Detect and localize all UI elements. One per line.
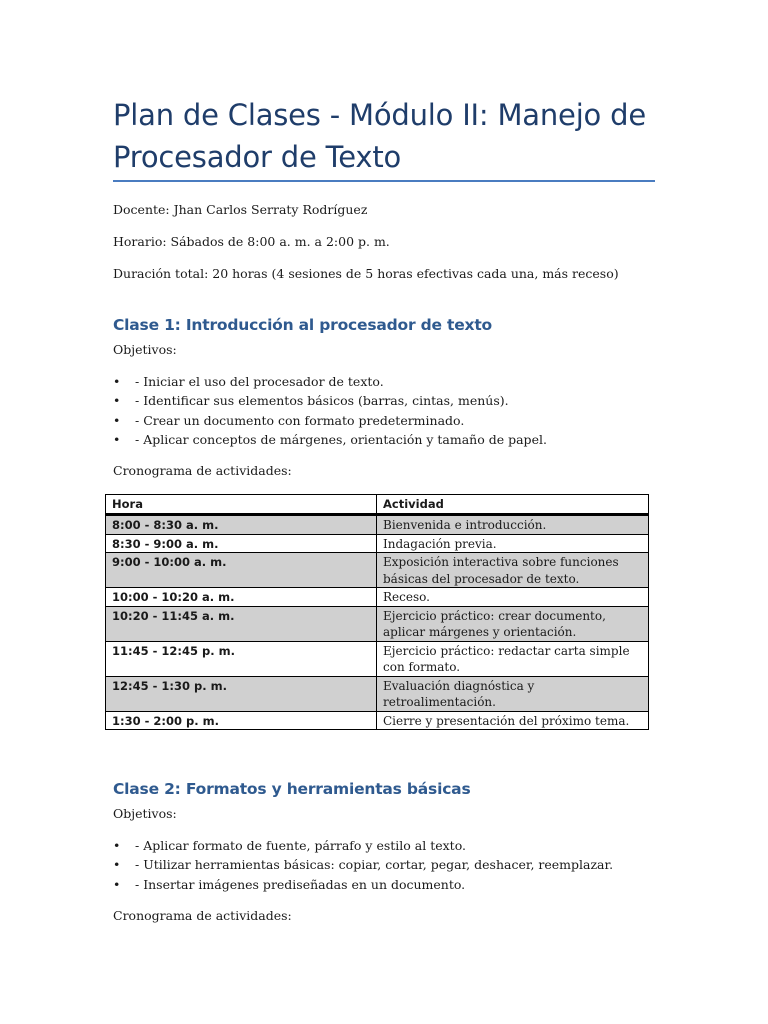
class1-heading: Clase 1: Introducción al procesador de texto [113, 316, 492, 334]
actividad-cell: Receso. [377, 588, 649, 607]
hora-cell: 12:45 - 1:30 p. m. [106, 676, 377, 711]
class1-schedule-table [105, 494, 649, 730]
bullet-icon: • [113, 838, 121, 853]
actividad-cell: Bienvenida e introducción. [377, 515, 649, 535]
column-header-actividad: Actividad [377, 495, 649, 515]
class2-objetivos-list [113, 836, 613, 894]
actividad-cell: Ejercicio práctico: crear documento, aplicar márgenes y orientación. [377, 606, 649, 641]
class1-objetivos-list [113, 372, 547, 449]
class2-heading: Clase 2: Formatos y herramientas básicas [113, 780, 471, 798]
class2-objetivos-label: Objetivos: [113, 806, 177, 821]
actividad-cell: Indagación previa. [377, 534, 649, 553]
actividad-cell: Exposición interactiva sobre funciones básicas del procesador de texto. [377, 553, 649, 588]
table-row [106, 515, 649, 535]
hora-cell: 10:00 - 10:20 a. m. [106, 588, 377, 607]
class1-cronograma-label: Cronograma de actividades: [113, 463, 292, 478]
column-header-hora: Hora [106, 495, 377, 515]
bullet-icon: • [113, 374, 121, 389]
actividad-cell: Cierre y presentación del próximo tema. [377, 711, 649, 730]
list-item: • - Aplicar formato de fuente, párrafo y estilo al texto. [113, 836, 613, 855]
table-row [106, 641, 649, 676]
table-row [106, 534, 649, 553]
hora-cell: 8:30 - 9:00 a. m. [106, 534, 377, 553]
document-title: Plan de Clases - Módulo II: Manejo de Procesador de Texto [113, 98, 646, 174]
class1-objetivos-label: Objetivos: [113, 342, 177, 357]
duracion-line: Duración total: 20 horas (4 sesiones de 5 horas efectivas cada una, más receso) [113, 266, 619, 281]
docente-line: Docente: Jhan Carlos Serraty Rodríguez [113, 202, 368, 217]
horario-line: Horario: Sábados de 8:00 a. m. a 2:00 p. m. [113, 234, 390, 249]
table-row [106, 588, 649, 607]
hora-cell: 9:00 - 10:00 a. m. [106, 553, 377, 588]
bullet-icon: • [113, 876, 121, 892]
list-item: • - Crear un documento con formato predeterminado. [113, 411, 547, 430]
actividad-cell: Evaluación diagnóstica y retroalimentación. [377, 676, 649, 711]
table-row [106, 711, 649, 730]
bullet-icon: • [113, 393, 121, 409]
list-item: • - Insertar imágenes prediseñadas en un documento. [113, 875, 613, 894]
list-item: • - Identificar sus elementos básicos (barras, cintas, menús). [113, 391, 547, 410]
table-header-row [106, 495, 649, 515]
list-item: • - Iniciar el uso del procesador de texto. [113, 372, 547, 391]
list-item: • - Aplicar conceptos de márgenes, orientación y tamaño de papel. [113, 430, 547, 449]
table-row [106, 606, 649, 641]
bullet-icon: • [113, 431, 121, 447]
hora-cell: 10:20 - 11:45 a. m. [106, 606, 377, 641]
actividad-cell: Ejercicio práctico: redactar carta simple con formato. [377, 641, 649, 676]
table-row [106, 553, 649, 588]
hora-cell: 11:45 - 12:45 p. m. [106, 641, 377, 676]
list-item: • - Utilizar herramientas básicas: copiar, cortar, pegar, deshacer, reemplazar. [113, 855, 613, 874]
title-underline [113, 180, 655, 182]
hora-cell: 1:30 - 2:00 p. m. [106, 711, 377, 730]
class2-cronograma-label: Cronograma de actividades: [113, 908, 292, 923]
hora-cell: 8:00 - 8:30 a. m. [106, 515, 377, 535]
bullet-icon: • [113, 412, 121, 428]
table-row [106, 676, 649, 711]
bullet-icon: • [113, 857, 121, 873]
